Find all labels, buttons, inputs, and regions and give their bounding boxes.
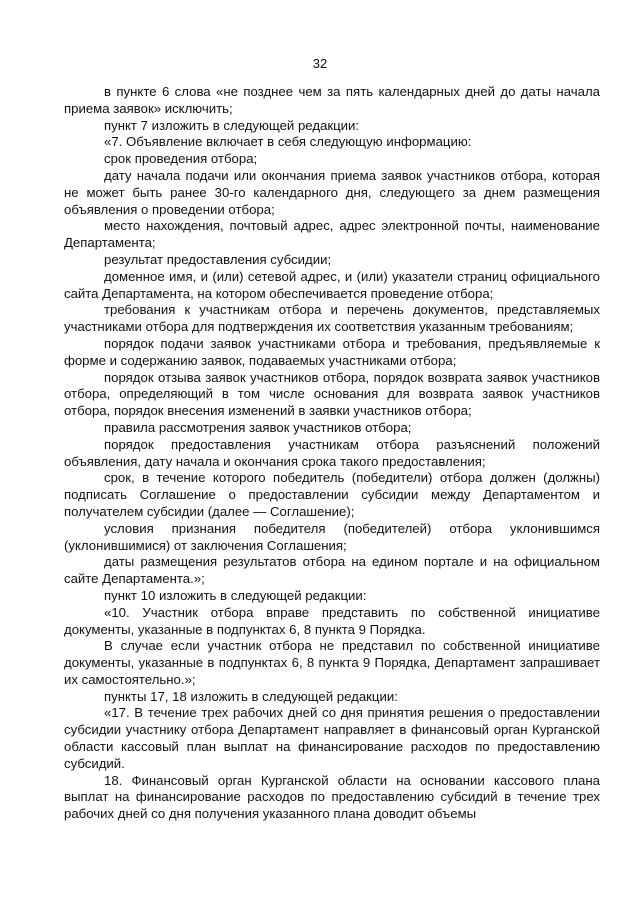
paragraph: порядок предоставления участникам отбора разъяснений положений объявления, дату начала и окончания срока такого предоставления;	[64, 436, 600, 469]
paragraph: В случае если участник отбора не представил по собственной инициативе документы, указанные в подпунктах 6, 8 пункта 9 Порядка, Департамент запрашивает их самостоятельно.»;	[64, 638, 600, 687]
document-body	[64, 84, 600, 823]
paragraph: «17. В течение трех рабочих дней со дня принятия решения о предоставлении субсидии участнику отбора Департамент направляет в финансовый орган Курганской области кассовый план выплат на финансирование расходов по предоставлению субсидий.	[64, 705, 600, 771]
paragraph: пункт 10 изложить в следующей редакции:	[104, 587, 367, 603]
paragraph: результат предоставления субсидии;	[104, 251, 332, 267]
paragraph: порядок отзыва заявок участников отбора, порядок возврата заявок участников отбора, определяющий в том числе основания для возврата заявок участников отбора, порядок внесения изменений в заявки участников отбора;	[64, 369, 600, 419]
paragraph: условия признания победителя (победителей) отбора уклонившимся (уклонившимися) от заключения Соглашения;	[64, 520, 600, 553]
paragraph: дату начала подачи или окончания приема заявок участников отбора, которая не может быть ранее 30-го календарного дня, следующего за днем размещения объявления о проведении отбора;	[64, 167, 600, 217]
paragraph: правила рассмотрения заявок участников отбора;	[104, 419, 412, 435]
paragraph: в пункте 6 слова «не позднее чем за пять календарных дней до даты начала приема заявок» исключить;	[64, 84, 600, 116]
page-number: 32	[312, 56, 328, 71]
paragraph: даты размещения результатов отбора на едином портале и на официальном сайте Департамента.»;	[64, 554, 600, 587]
paragraph: 18. Финансовый орган Курганской области на основании кассового плана выплат на финансирование расходов по предоставлению субсидий в течение трех рабочих дней со дня получения указанного плана доводит объемы	[64, 772, 600, 822]
paragraph: пункты 17, 18 изложить в следующей редакции:	[104, 688, 398, 704]
paragraph: срок, в течение которого победитель (победители) отбора должен (должны) подписать Соглашение о предоставлении субсидии между Департаментом и получателем субсидии (далее — Соглашение);	[64, 470, 600, 519]
paragraph: место нахождения, почтовый адрес, адрес электронной почты, наименование Департамента;	[64, 218, 600, 251]
paragraph: порядок подачи заявок участниками отбора и требования, предъявляемые к форме и содержанию заявок, подаваемых участниками отбора;	[64, 335, 600, 368]
paragraph: доменное имя, и (или) сетевой адрес, и (или) указатели страниц официального сайта Департамента, на котором обеспечивается проведение отбора;	[64, 268, 600, 301]
paragraph: требования к участникам отбора и перечень документов, представляемых участниками отбора для подтверждения их соответствия указанным требованиям;	[64, 302, 600, 335]
paragraph: срок проведения отбора;	[104, 151, 258, 167]
paragraph: пункт 7 изложить в следующей редакции:	[104, 117, 360, 133]
paragraph: «10. Участник отбора вправе представить по собственной инициативе документы, указанные в подпунктах 6, 8 пункта 9 Порядка.	[64, 604, 600, 637]
paragraph: «7. Объявление включает в себя следующую информацию:	[104, 134, 472, 150]
